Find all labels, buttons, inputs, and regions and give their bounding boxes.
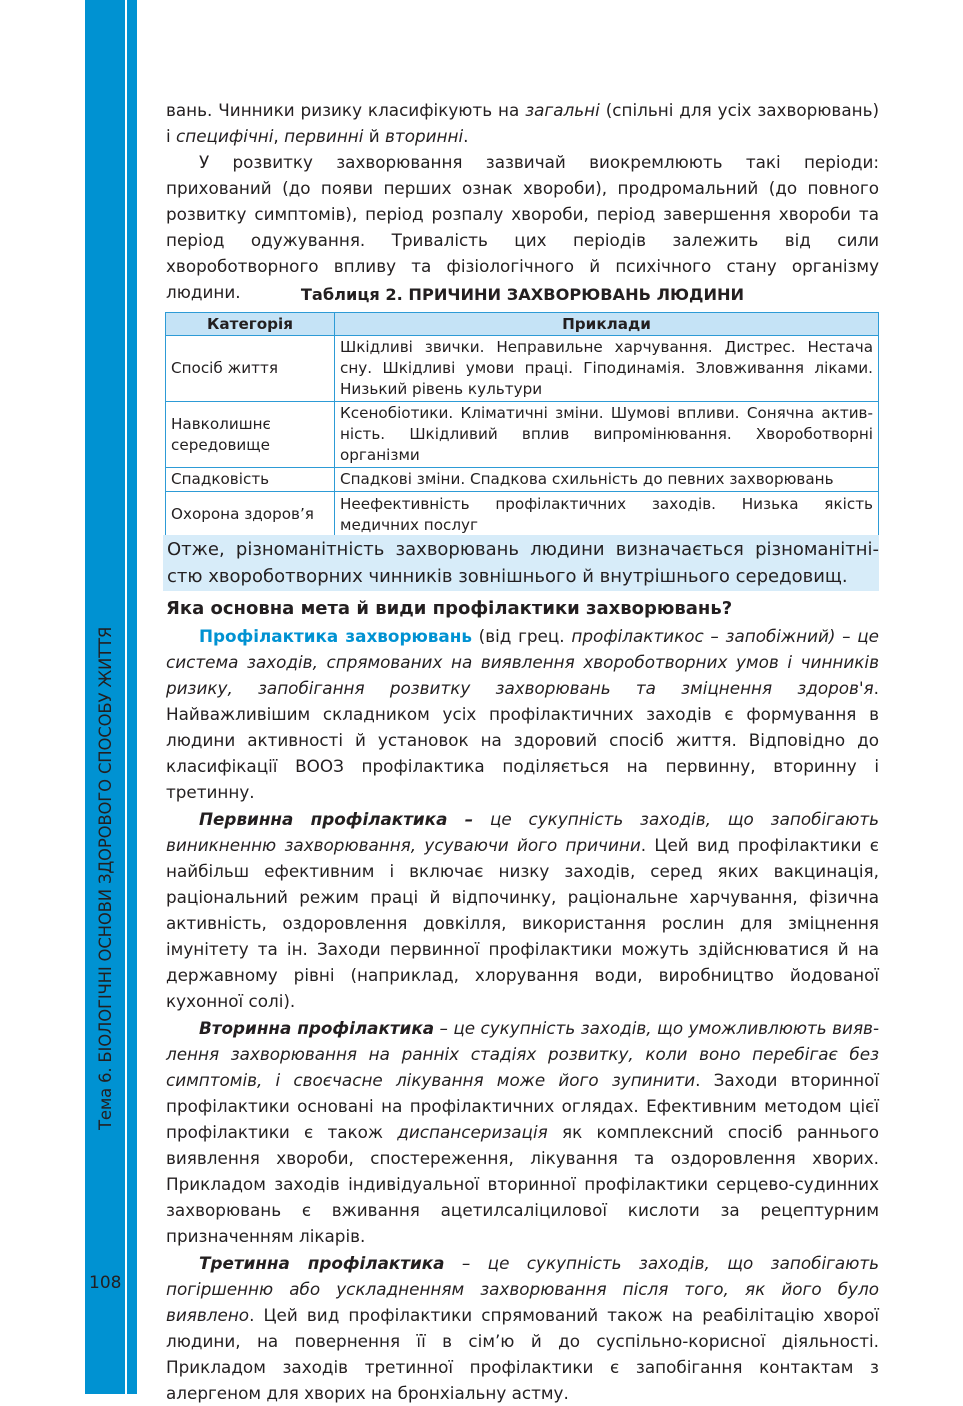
section-heading: Яка основна мета й види профілактики захворювань? xyxy=(166,598,733,619)
paragraph-tertiary: Третинна профілактика – це сукупність заходів, що запобігають погіршенню або ускладненням захворювання після того, як його було виявлено. Цей вид профілактики спрямований також на реабілітацію хворої людини, на повернення її в сім’ю й до суспільно-корисної діяльності. Прикладом заходів третинної профілактики є запобігання контактам з алергеном для хворих на бронхіальну астму. xyxy=(166,1253,880,1403)
paragraph-secondary: Вторинна профілактика – це сукупність заходів, що уможливлюють виявлення захворювання на ранніх стадіях розвитку, коли воно перебігає без симптомів, і своєчасне лікування може його зупинити. Заходи вторинної профілактики основані на профілактичних оглядах. Ефективним методом цієї профілактики є також диспансеризація як комплексний спосіб раннього виявлення хвороби, спостереження, лікування та оздоровлення хворих. Прикладом заходів індивідуальної вторинної профілактики серцево-судинних захворювань є вживання ацетилсаліцилової кислоти за рецептурним призначенням лікарів. xyxy=(166,1018,879,1246)
table-row xyxy=(166,336,879,402)
chapter-title-vertical: Тема 6. БІОЛОГІЧНІ ОСНОВИ ЗДОРОВОГО СПОСОБУ ЖИТТЯ xyxy=(96,626,115,1130)
examples-cell: Спадкові зміни. Спадкова схильність до певних захворювань xyxy=(335,468,879,492)
side-stripe-inner xyxy=(127,0,137,1394)
causes-table xyxy=(165,312,879,538)
table-row xyxy=(166,468,879,492)
summary-box: Отже, різноманітність захворювань людини визначається різноманітністю хвороботворних чинників зовнішнього й внутрішнього середовищ. xyxy=(163,535,879,591)
paragraph-primary: Первинна профілактика – це сукупність заходів, що запобігають виникненню захворювання, усуваючи його причини. Цей вид профілактики є найбільш ефективним і включає низку заходів, серед яких вакцинація, раціональний режим праці й відпочинку, раціональне харчування, фізична активність, оздоровлення довкілля, використання рослин для зміцнення імунітету та ін. Заходи первинної профілактики можуть здійснюватися й на державному рівні (наприклад, хлорування води, виробництво йодованої кухонної солі). xyxy=(166,809,879,1011)
table-header-row xyxy=(166,313,879,336)
term-prevention: Профілактика захворювань xyxy=(199,626,472,646)
page-margin xyxy=(0,0,85,1394)
examples-cell: Шкідливі звички. Неправильне харчування. Дистрес. Нестача сну. Шкідливі умови праці. Гіподинамія. Зловживання ліками. Низький рівень культури xyxy=(335,336,879,402)
intro-paragraph-2: У розвитку захворювання зазвичай виокремлюють такі періоди: прихований (до появи перших ознак хвороби), продромальний (до повного розвитку симптомів), період розпалу хвороби, період завершення хвороби та період одужування. Тривалість цих періодів залежить від сили хвороботворного впливу та фізіологічного й психічного стану організму людини. xyxy=(166,152,879,302)
category-cell: Навколишнє середовище xyxy=(166,402,335,468)
table-row xyxy=(166,492,879,538)
term-tertiary: Третинна профілактика xyxy=(199,1253,445,1273)
column-header-category: Категорія xyxy=(166,313,335,336)
category-cell: Спосіб життя xyxy=(166,336,335,402)
intro-section xyxy=(166,97,879,305)
category-cell: Охорона здоров’я xyxy=(166,492,335,538)
category-cell: Спадковість xyxy=(166,468,335,492)
term-primary: Первинна профілактика – xyxy=(199,809,474,829)
examples-cell: Ксенобіотики. Кліматичні зміни. Шумові впливи. Сонячна активність. Шкідливий вплив випромінювання. Хвороботворні організми xyxy=(335,402,879,468)
prevention-section xyxy=(166,623,879,1406)
table-title: Таблиця 2. ПРИЧИНИ ЗАХВОРЮВАНЬ ЛЮДИНИ xyxy=(300,285,745,304)
intro-paragraph-1: вань. Чинники ризику класифікують на загальні (спільні для усіх захворювань) і специфічні, первинні й вторинні. xyxy=(166,100,880,146)
examples-cell: Неефективність профілактичних заходів. Низька якість медичних послуг xyxy=(335,492,879,538)
table-row xyxy=(166,402,879,468)
column-header-examples: Приклади xyxy=(335,313,879,336)
paragraph-prevention: Профілактика захворювань (від грец. профілактикос – запобіжний) – це система заходів, спрямованих на виявлення хвороботворних умов і чинників ризику, запобігання розвитку захворювань та зміцнення здоров'я. Найважливішим складником усіх профілактичних заходів є формування в людини активності й установок на здоровий спосіб життя. Відповідно до класифікації ВООЗ профілактика поділяється на первинну, вторинну і третинну. xyxy=(166,626,879,802)
page-number: 108 xyxy=(89,1273,122,1293)
term-secondary: Вторинна профілактика xyxy=(199,1018,435,1038)
